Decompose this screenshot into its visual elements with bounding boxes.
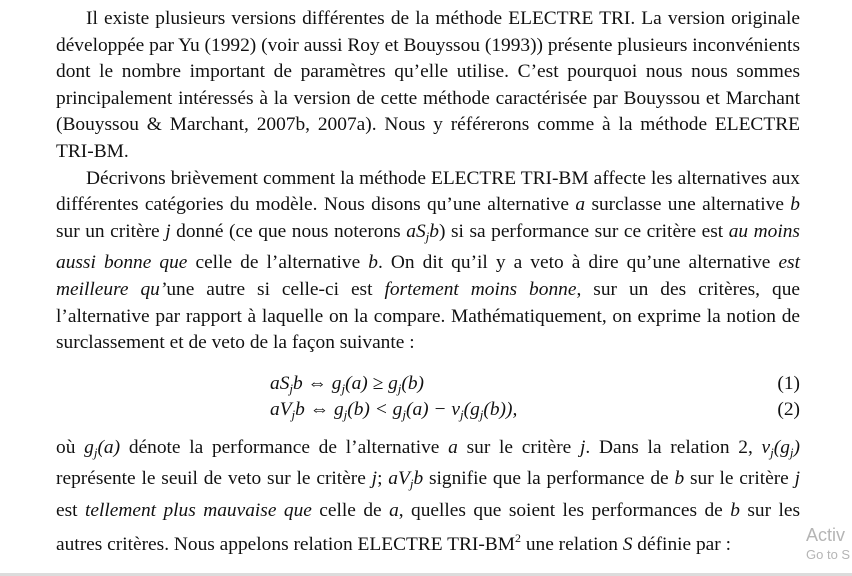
math-term: (g [463, 398, 480, 420]
text-run: dénote la performance de l’alternative [120, 436, 449, 458]
math-variable: b [413, 468, 424, 490]
watermark-subtitle: Go to S [806, 547, 851, 562]
paragraph-electre-description [56, 166, 800, 357]
math-variable: g [84, 436, 94, 458]
document-page [56, 6, 800, 558]
math-relation: aS [406, 220, 426, 242]
emphasis-text: au moins aussi bonne que [56, 220, 800, 274]
math-subscript: j [93, 444, 98, 460]
math-term: (g [773, 436, 790, 458]
math-term: aS [270, 372, 290, 394]
math-variable: b [674, 468, 685, 490]
math-variable: a [448, 436, 458, 458]
math-term: aV [270, 398, 292, 420]
text-run: . Dans la relation 2, [585, 436, 762, 458]
text-run: sur un critère [56, 220, 166, 242]
math-variable: a [389, 499, 399, 521]
equation-2 [56, 397, 800, 423]
text-run: . On dit qu’il y a veto à dire qu’une alternative [377, 252, 779, 274]
math-subscript: j [289, 380, 294, 396]
math-variable: a [575, 194, 586, 216]
text-run: Décrivons brièvement comment la méthode ELECTRE TRI-BM affecte les alternatives aux différentes catégories du modèle. Nous disons qu’une alternative [56, 167, 800, 216]
text-run: signifie que la performance de [423, 468, 675, 490]
math-variable: j [794, 468, 800, 490]
math-term: (b)), [483, 398, 518, 420]
math-variable: v [761, 436, 771, 458]
text-run: celle de l’alternative [187, 252, 369, 274]
math-subscript: j [397, 380, 402, 396]
footnote-marker[interactable]: 2 [514, 530, 521, 545]
math-variable: j [165, 220, 171, 242]
equation-1 [56, 371, 800, 397]
math-subscript: j [343, 406, 348, 422]
math-subscript: j [770, 444, 774, 460]
paragraph-electre-versions [56, 6, 800, 166]
emphasis-text: est meilleure qu’ [56, 252, 800, 300]
equation-block [56, 367, 800, 423]
math-variable: b [730, 499, 740, 521]
equation-1-number: (1) [777, 372, 800, 394]
text-run: donné (ce que nous noterons [170, 220, 407, 242]
paragraph-text: Il existe plusieurs versions différentes de la méthode ELECTRE TRI. La version originale développée par Yu (1992) (voir aussi Roy et Bouyssou (1993)) présente plusieurs inconvénients dont le nombre important de paramètres qu’elle utilise. C’est pourquoi nous nous sommes principalement intéressés à la version de cette méthode caractérisée par Bouyssou et Marchant (Bouyssou & Marchant, 2007b, 2007a). Nous y référerons comme à la méthode ELECTRE TRI-BM. [56, 8, 800, 162]
math-term: (a) [97, 436, 121, 458]
text-run: celle de [311, 499, 390, 521]
math-subscript: j [291, 406, 296, 422]
math-variable: S [622, 533, 633, 555]
math-term: b ⇔ g [295, 398, 344, 420]
math-variable: j [580, 436, 586, 458]
math-subscript: j [789, 444, 794, 460]
watermark-title: Activ [806, 525, 846, 545]
math-subscript: j [409, 476, 414, 492]
math-subscript: j [479, 406, 484, 422]
text-run: ) si sa performance sur ce critère est [438, 220, 729, 242]
math-subscript: j [425, 228, 430, 244]
text-run: surclasse une alternative [585, 194, 791, 216]
math-term: (b) < g [347, 398, 403, 420]
text-run: définie par : [632, 533, 731, 555]
math-subscript: j [402, 406, 406, 422]
text-run: , quelles que soient les performances de [398, 499, 731, 521]
math-variable: b [368, 252, 378, 274]
math-variable: b [429, 220, 439, 242]
text-run: est [56, 499, 85, 521]
math-relation: aV [388, 468, 410, 490]
text-run: une relation [520, 533, 623, 555]
text-run: où [56, 436, 85, 458]
math-term: (a) ≥ g [345, 372, 398, 394]
emphasis-text: fortement moins bonne [384, 278, 577, 300]
text-run: sur le critère [684, 468, 795, 490]
text-run: sur les autres critères. Nous appelons relation ELECTRE TRI-BM [56, 499, 800, 555]
math-subscript: j [460, 406, 464, 422]
text-run: sur le critère [457, 436, 580, 458]
math-term: ) [793, 436, 801, 458]
math-term: b ⇔ g [293, 372, 342, 394]
text-run: représente le seuil de veto sur le critère [56, 468, 372, 490]
equation-2-number: (2) [777, 398, 800, 420]
math-variable: b [790, 194, 800, 216]
text-run: ; [377, 468, 389, 490]
math-variable: j [371, 468, 378, 490]
activation-watermark [806, 524, 852, 564]
equation-2-body [270, 397, 517, 429]
math-term: (a) − v [406, 398, 460, 420]
paragraph-veto-explanation [56, 435, 800, 558]
text-run: une autre si celle-ci est [166, 278, 385, 300]
text-run: , sur un des critères, que l’alternative par rapport à laquelle on la compare. Mathématiquement, on exprime la notion de surclassement et de veto de la façon suivante : [56, 278, 800, 354]
math-term: (b) [401, 372, 425, 394]
emphasis-text: tellement plus mauvaise que [84, 499, 312, 521]
math-subscript: j [341, 380, 346, 396]
